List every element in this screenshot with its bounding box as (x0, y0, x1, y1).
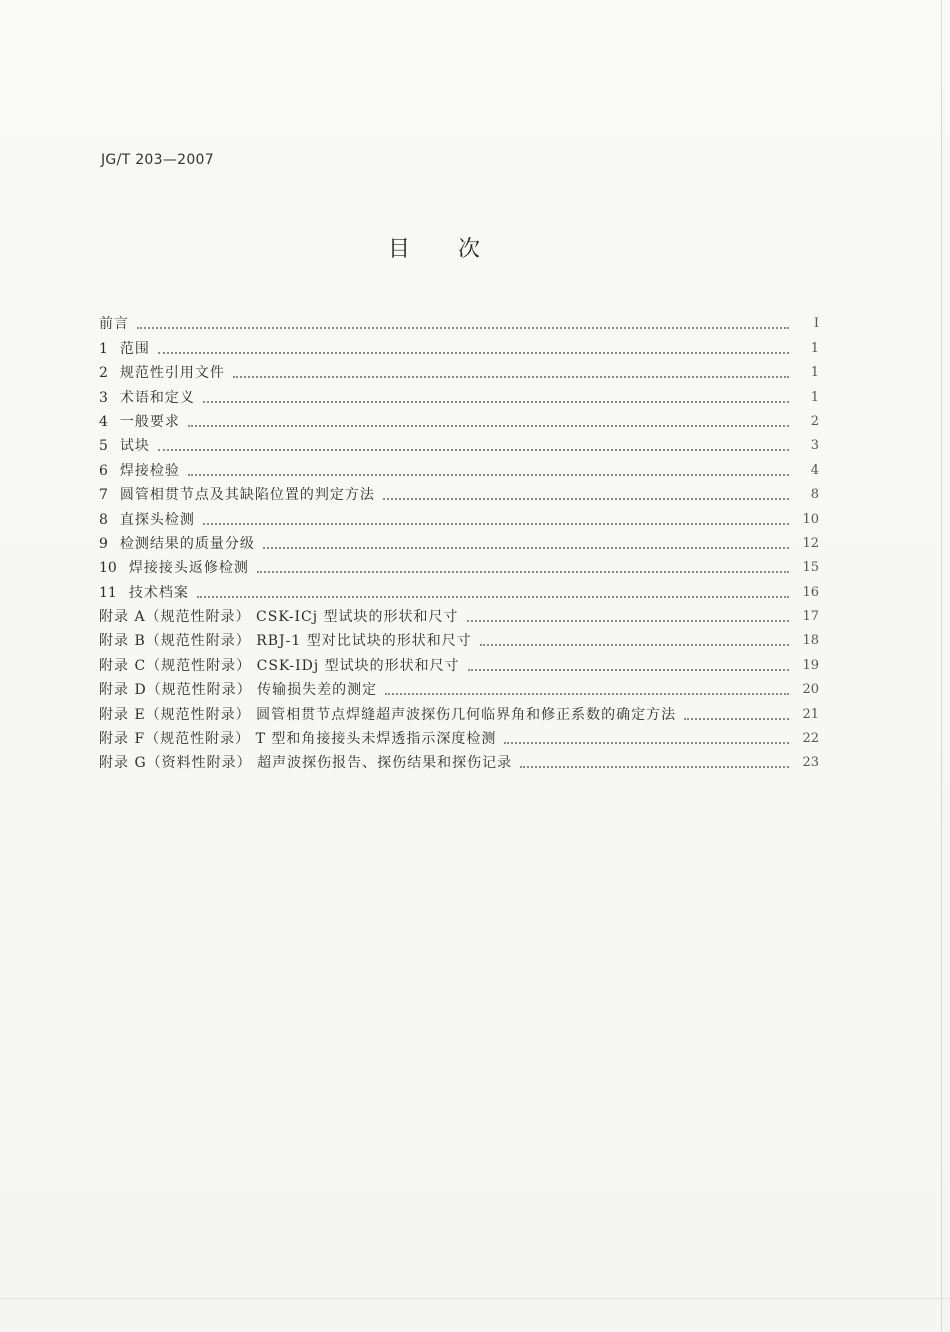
toc-entry[interactable] (99, 602, 819, 626)
toc-title: 目次 (387, 237, 528, 262)
toc-entry-number: 6 (99, 462, 108, 479)
toc-entry-label (99, 462, 180, 480)
toc-page-number: 16 (802, 584, 819, 600)
toc-entry[interactable] (99, 724, 819, 748)
toc-entry-text: 附录 E（规范性附录） 圆管相贯节点焊缝超声波探伤几何临界角和修正系数的确定方法 (99, 706, 677, 723)
page-bottom-divider (0, 1298, 950, 1299)
toc-entry-text: 直探头检测 (119, 511, 195, 528)
toc-entry-label (99, 608, 459, 626)
toc-entry[interactable] (99, 309, 819, 333)
toc-page-number: 1 (810, 340, 819, 356)
toc-entry[interactable] (99, 553, 819, 577)
toc-page-number: 15 (802, 560, 819, 576)
toc-dot-leader (467, 620, 789, 622)
toc-entry-label (99, 706, 676, 724)
toc-page-number: 23 (802, 755, 819, 771)
toc-page-number: 1 (810, 365, 819, 381)
toc-dot-leader (188, 474, 789, 476)
toc-dot-leader (257, 571, 789, 573)
toc-page-number: I (813, 316, 819, 332)
toc-entry-text: 附录 G（资料性附录） 超声波探伤报告、探伤结果和探伤记录 (99, 755, 513, 772)
toc-entry-label (99, 559, 249, 577)
toc-entry[interactable] (99, 358, 819, 382)
document-code: JG/T 203—2007 (101, 152, 214, 168)
toc-entry-label (99, 754, 512, 772)
toc-entry-number: 11 (99, 584, 117, 601)
toc-entry-number: 8 (99, 511, 108, 528)
toc-page-number: 8 (810, 487, 819, 503)
toc-entry[interactable] (99, 650, 819, 674)
toc-entry-number: 9 (99, 535, 108, 552)
toc-dot-leader (158, 352, 789, 354)
toc-entry-label (99, 657, 460, 675)
toc-entry[interactable] (99, 504, 819, 528)
toc-dot-leader (197, 596, 789, 598)
toc-entry-text: 焊接检验 (119, 462, 180, 479)
toc-dot-leader (383, 498, 789, 500)
toc-entry-label (99, 632, 472, 650)
toc-dot-leader (385, 693, 789, 695)
toc-dot-leader (480, 644, 789, 646)
toc-entry-text: 附录 C（规范性附录） CSK-ⅠDj 型试块的形状和尺寸 (99, 657, 460, 674)
toc-entry-label (99, 681, 377, 699)
toc-entry-label (99, 340, 150, 358)
toc-entry[interactable] (99, 480, 819, 504)
toc-entry-number: 7 (99, 487, 108, 504)
toc-entry[interactable] (99, 407, 819, 431)
toc-page-number: 20 (802, 682, 819, 698)
toc-entry-number: 2 (99, 365, 108, 382)
toc-entry-label (99, 437, 150, 455)
toc-entry-text: 规范性引用文件 (119, 365, 225, 382)
toc-entry-label (99, 486, 375, 504)
toc-entry-text: 范围 (119, 340, 150, 357)
toc-page-number: 22 (802, 731, 819, 747)
toc-entry-label (99, 584, 189, 602)
toc-entry[interactable] (99, 626, 819, 650)
toc-dot-leader (263, 547, 789, 549)
toc-page-number: 12 (802, 535, 819, 551)
toc-entry-number: 1 (99, 340, 108, 357)
toc-page-number: 3 (810, 438, 819, 454)
toc-entry-text: 技术档案 (128, 584, 189, 601)
toc-entry-label (99, 535, 255, 553)
toc-page-number: 2 (810, 413, 819, 429)
toc-dot-leader (158, 449, 789, 451)
toc-entry-number: 4 (99, 413, 108, 430)
toc-dot-leader (684, 718, 789, 720)
toc-entry-number: 10 (99, 560, 117, 577)
toc-entry-text: 一般要求 (119, 413, 180, 430)
toc-entry[interactable] (99, 431, 819, 455)
toc-entry-text: 术语和定义 (119, 389, 195, 406)
table-of-contents (99, 309, 819, 772)
toc-dot-leader (468, 669, 789, 671)
toc-dot-leader (203, 523, 789, 525)
toc-entry-text: 附录 A（规范性附录） CSK-ⅠCj 型试块的形状和尺寸 (99, 609, 459, 626)
toc-page-number: 1 (810, 389, 819, 405)
toc-page-number: 10 (802, 511, 819, 527)
toc-page-number: 18 (802, 633, 819, 649)
toc-dot-leader (504, 742, 789, 744)
toc-entry[interactable] (99, 529, 819, 553)
toc-dot-leader (137, 327, 789, 329)
toc-dot-leader (233, 376, 789, 378)
toc-entry-label (99, 389, 195, 407)
toc-entry[interactable] (99, 577, 819, 601)
toc-entry-text: 焊接接头返修检测 (128, 560, 249, 577)
toc-entry-text: 附录 D（规范性附录） 传输损失差的测定 (99, 682, 378, 699)
toc-dot-leader (203, 401, 789, 403)
toc-entry-number: 3 (99, 389, 108, 406)
toc-entry-text: 检测结果的质量分级 (119, 535, 255, 552)
toc-entry-number: 5 (99, 438, 108, 455)
toc-entry-text: 附录 B（规范性附录） RBJ-1 型对比试块的形状和尺寸 (99, 633, 472, 650)
toc-dot-leader (520, 766, 789, 768)
toc-dot-leader (188, 425, 789, 427)
toc-entry[interactable] (99, 699, 819, 723)
toc-page-number: 17 (802, 609, 819, 625)
toc-entry-text: 附录 F（规范性附录） T 型和角接接头未焊透指示深度检测 (99, 731, 497, 748)
toc-page-number: 21 (802, 706, 819, 722)
toc-entry-label (99, 315, 129, 333)
toc-entry[interactable] (99, 333, 819, 357)
toc-entry-label (99, 730, 496, 748)
toc-entry-label (99, 511, 195, 529)
toc-entry-text: 前言 (99, 316, 129, 333)
toc-entry[interactable] (99, 382, 819, 406)
toc-entry-label (99, 364, 225, 382)
toc-entry[interactable] (99, 455, 819, 479)
page-edge-divider (941, 0, 942, 1332)
toc-entry[interactable] (99, 675, 819, 699)
toc-entry-label (99, 413, 180, 431)
toc-entry[interactable] (99, 748, 819, 772)
toc-entry-text: 圆管相贯节点及其缺陷位置的判定方法 (119, 487, 375, 504)
toc-page-number: 4 (810, 462, 819, 478)
toc-page-number: 19 (802, 657, 819, 673)
toc-entry-text: 试块 (119, 438, 150, 455)
